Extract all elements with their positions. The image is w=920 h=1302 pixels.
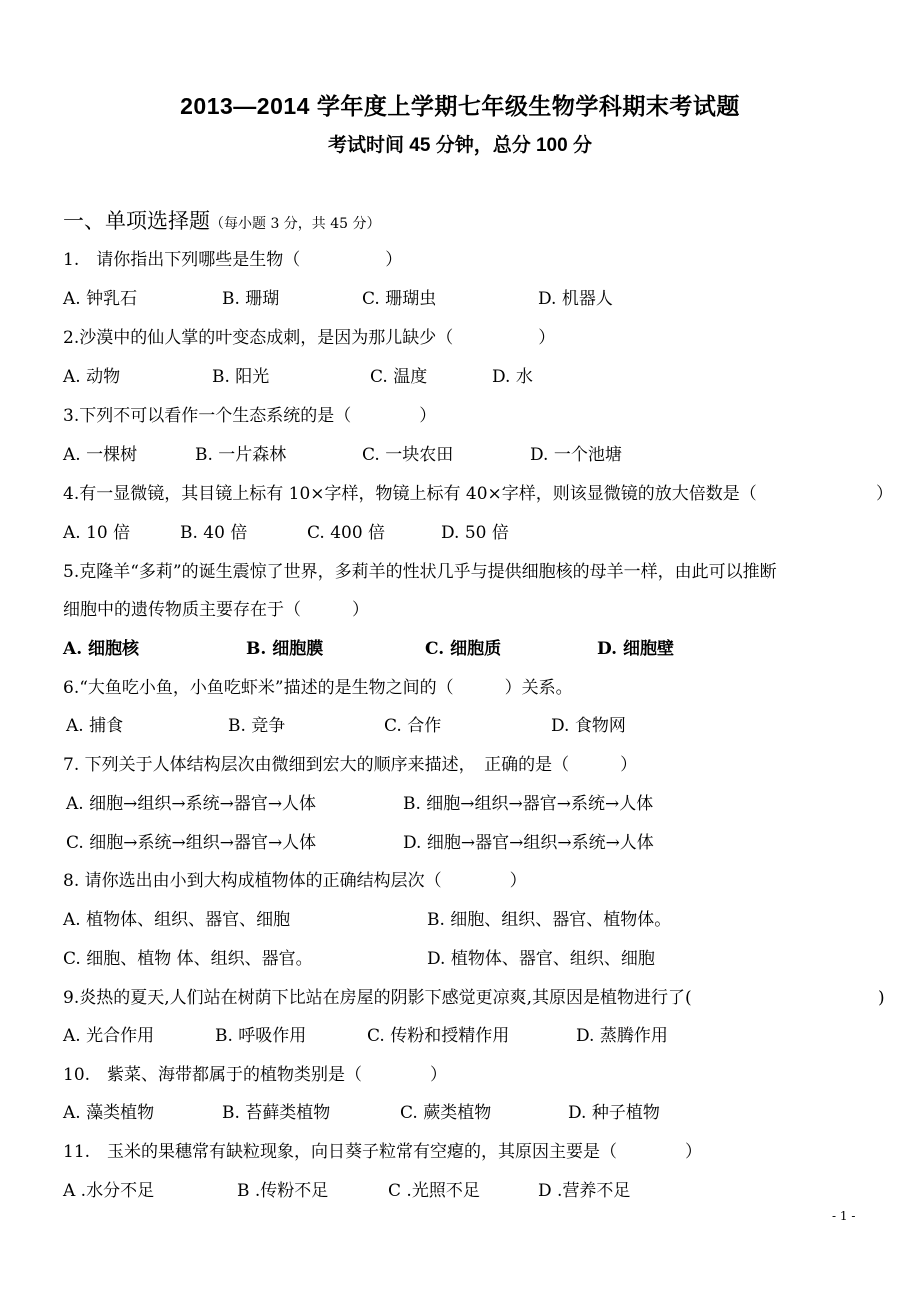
- option-b: B. 珊瑚: [222, 289, 280, 309]
- option-a: A. 藻类植物: [63, 1103, 155, 1123]
- option-d: D. 一个池塘: [530, 445, 622, 465]
- question-9-stem-end: ): [878, 988, 885, 1008]
- option-d: D. 水: [492, 367, 533, 387]
- option-a: A. 一棵树: [63, 445, 138, 465]
- section-title: 一、单项选择题: [63, 209, 210, 233]
- option-c: C. 合作: [384, 716, 442, 736]
- option-c: C. 一块农田: [362, 445, 454, 465]
- option-d: D. 50 倍: [441, 523, 509, 543]
- option-a: A. 10 倍: [63, 523, 131, 543]
- question-4-stem-end: ）: [876, 484, 893, 504]
- option-a: A. 捕食: [66, 716, 124, 736]
- question-4-stem: 4.有一显微镜，其目镜上标有 10×字样，物镜上标有 40×字样，则该显微镜的放大倍数是（: [63, 484, 757, 504]
- option-c: C .光照不足: [388, 1181, 480, 1201]
- option-c: C. 细胞、植物 体、组织、器官。: [63, 949, 313, 969]
- option-d: D. 植物体、器官、组织、细胞: [427, 949, 655, 969]
- option-b: B. 一片森林: [195, 445, 287, 465]
- question-8-stem: 8. 请你选出由小到大构成植物体的正确结构层次（ ）: [63, 871, 527, 891]
- exam-subtitle: 考试时间 45 分钟，总分 100 分: [328, 135, 592, 156]
- option-b: B .传粉不足: [237, 1181, 329, 1201]
- option-a: A. 植物体、组织、器官、细胞: [63, 910, 291, 930]
- section-note: （每小题 3 分，共 45 分）: [210, 216, 381, 232]
- option-b: B. 40 倍: [180, 523, 248, 543]
- option-b: B. 苔藓类植物: [222, 1103, 331, 1123]
- option-d: D. 种子植物: [568, 1103, 660, 1123]
- option-c: C. 传粉和授精作用: [367, 1026, 510, 1046]
- option-d: D. 细胞→器官→组织→系统→人体: [403, 833, 654, 853]
- option-b: B. 呼吸作用: [215, 1026, 307, 1046]
- question-10-stem: 10. 紫菜、海带都属于的植物类别是（ ）: [63, 1065, 448, 1085]
- option-c: C. 珊瑚虫: [362, 289, 437, 309]
- option-d: D. 食物网: [551, 716, 626, 736]
- option-b: B. 细胞→组织→器官→系统→人体: [403, 794, 654, 814]
- question-6-stem: 6.“大鱼吃小鱼，小鱼吃虾米”描述的是生物之间的（ ）关系。: [63, 678, 573, 698]
- option-c: C. 蕨类植物: [400, 1103, 492, 1123]
- option-a: A. 细胞→组织→系统→器官→人体: [66, 794, 317, 814]
- option-c: C. 细胞质: [425, 639, 502, 659]
- option-a: A. 光合作用: [63, 1026, 155, 1046]
- section-heading: [63, 205, 381, 235]
- option-d: D .营养不足: [538, 1181, 631, 1201]
- option-b: B. 细胞膜: [246, 639, 324, 659]
- option-c: C. 细胞→系统→组织→器官→人体: [66, 833, 317, 853]
- option-a: A. 钟乳石: [63, 289, 138, 309]
- option-c: C. 温度: [370, 367, 428, 387]
- option-a: A. 细胞核: [63, 639, 140, 659]
- exam-title: 2013—2014 学年度上学期七年级生物学科期末考试题: [180, 93, 740, 119]
- question-2-stem: 2.沙漠中的仙人掌的叶变态成刺，是因为那儿缺少（ ）: [63, 328, 556, 348]
- question-9-stem: 9.炎热的夏天,人们站在树荫下比站在房屋的阴影下感觉更凉爽,其原因是植物进行了(: [63, 988, 692, 1008]
- option-d: D. 机器人: [538, 289, 613, 309]
- option-d: D. 蒸腾作用: [576, 1026, 668, 1046]
- option-c: C. 400 倍: [307, 523, 386, 543]
- option-b: B. 阳光: [212, 367, 270, 387]
- question-1-stem: 1. 请你指出下列哪些是生物（ ）: [63, 250, 403, 270]
- option-b: B. 竞争: [228, 716, 286, 736]
- question-7-stem: 7. 下列关于人体结构层次由微细到宏大的顺序来描述， 正确的是（ ）: [63, 755, 638, 775]
- question-5-stem-line2: 细胞中的遗传物质主要存在于（ ）: [63, 600, 369, 620]
- option-a: A .水分不足: [63, 1181, 155, 1201]
- question-3-stem: 3.下列不可以看作一个生态系统的是（ ）: [63, 406, 437, 426]
- option-a: A. 动物: [63, 367, 121, 387]
- option-d: D. 细胞壁: [597, 639, 674, 659]
- question-5-stem: 5.克隆羊“多莉”的诞生震惊了世界，多莉羊的性状几乎与提供细胞核的母羊一样，由此可以推断: [63, 562, 777, 582]
- page-number: - 1 -: [832, 1209, 856, 1223]
- option-b: B. 细胞、组织、器官、植物体。: [427, 910, 672, 930]
- question-11-stem: 11. 玉米的果穗常有缺粒现象，向日葵子粒常有空瘪的，其原因主要是（ ）: [63, 1142, 703, 1162]
